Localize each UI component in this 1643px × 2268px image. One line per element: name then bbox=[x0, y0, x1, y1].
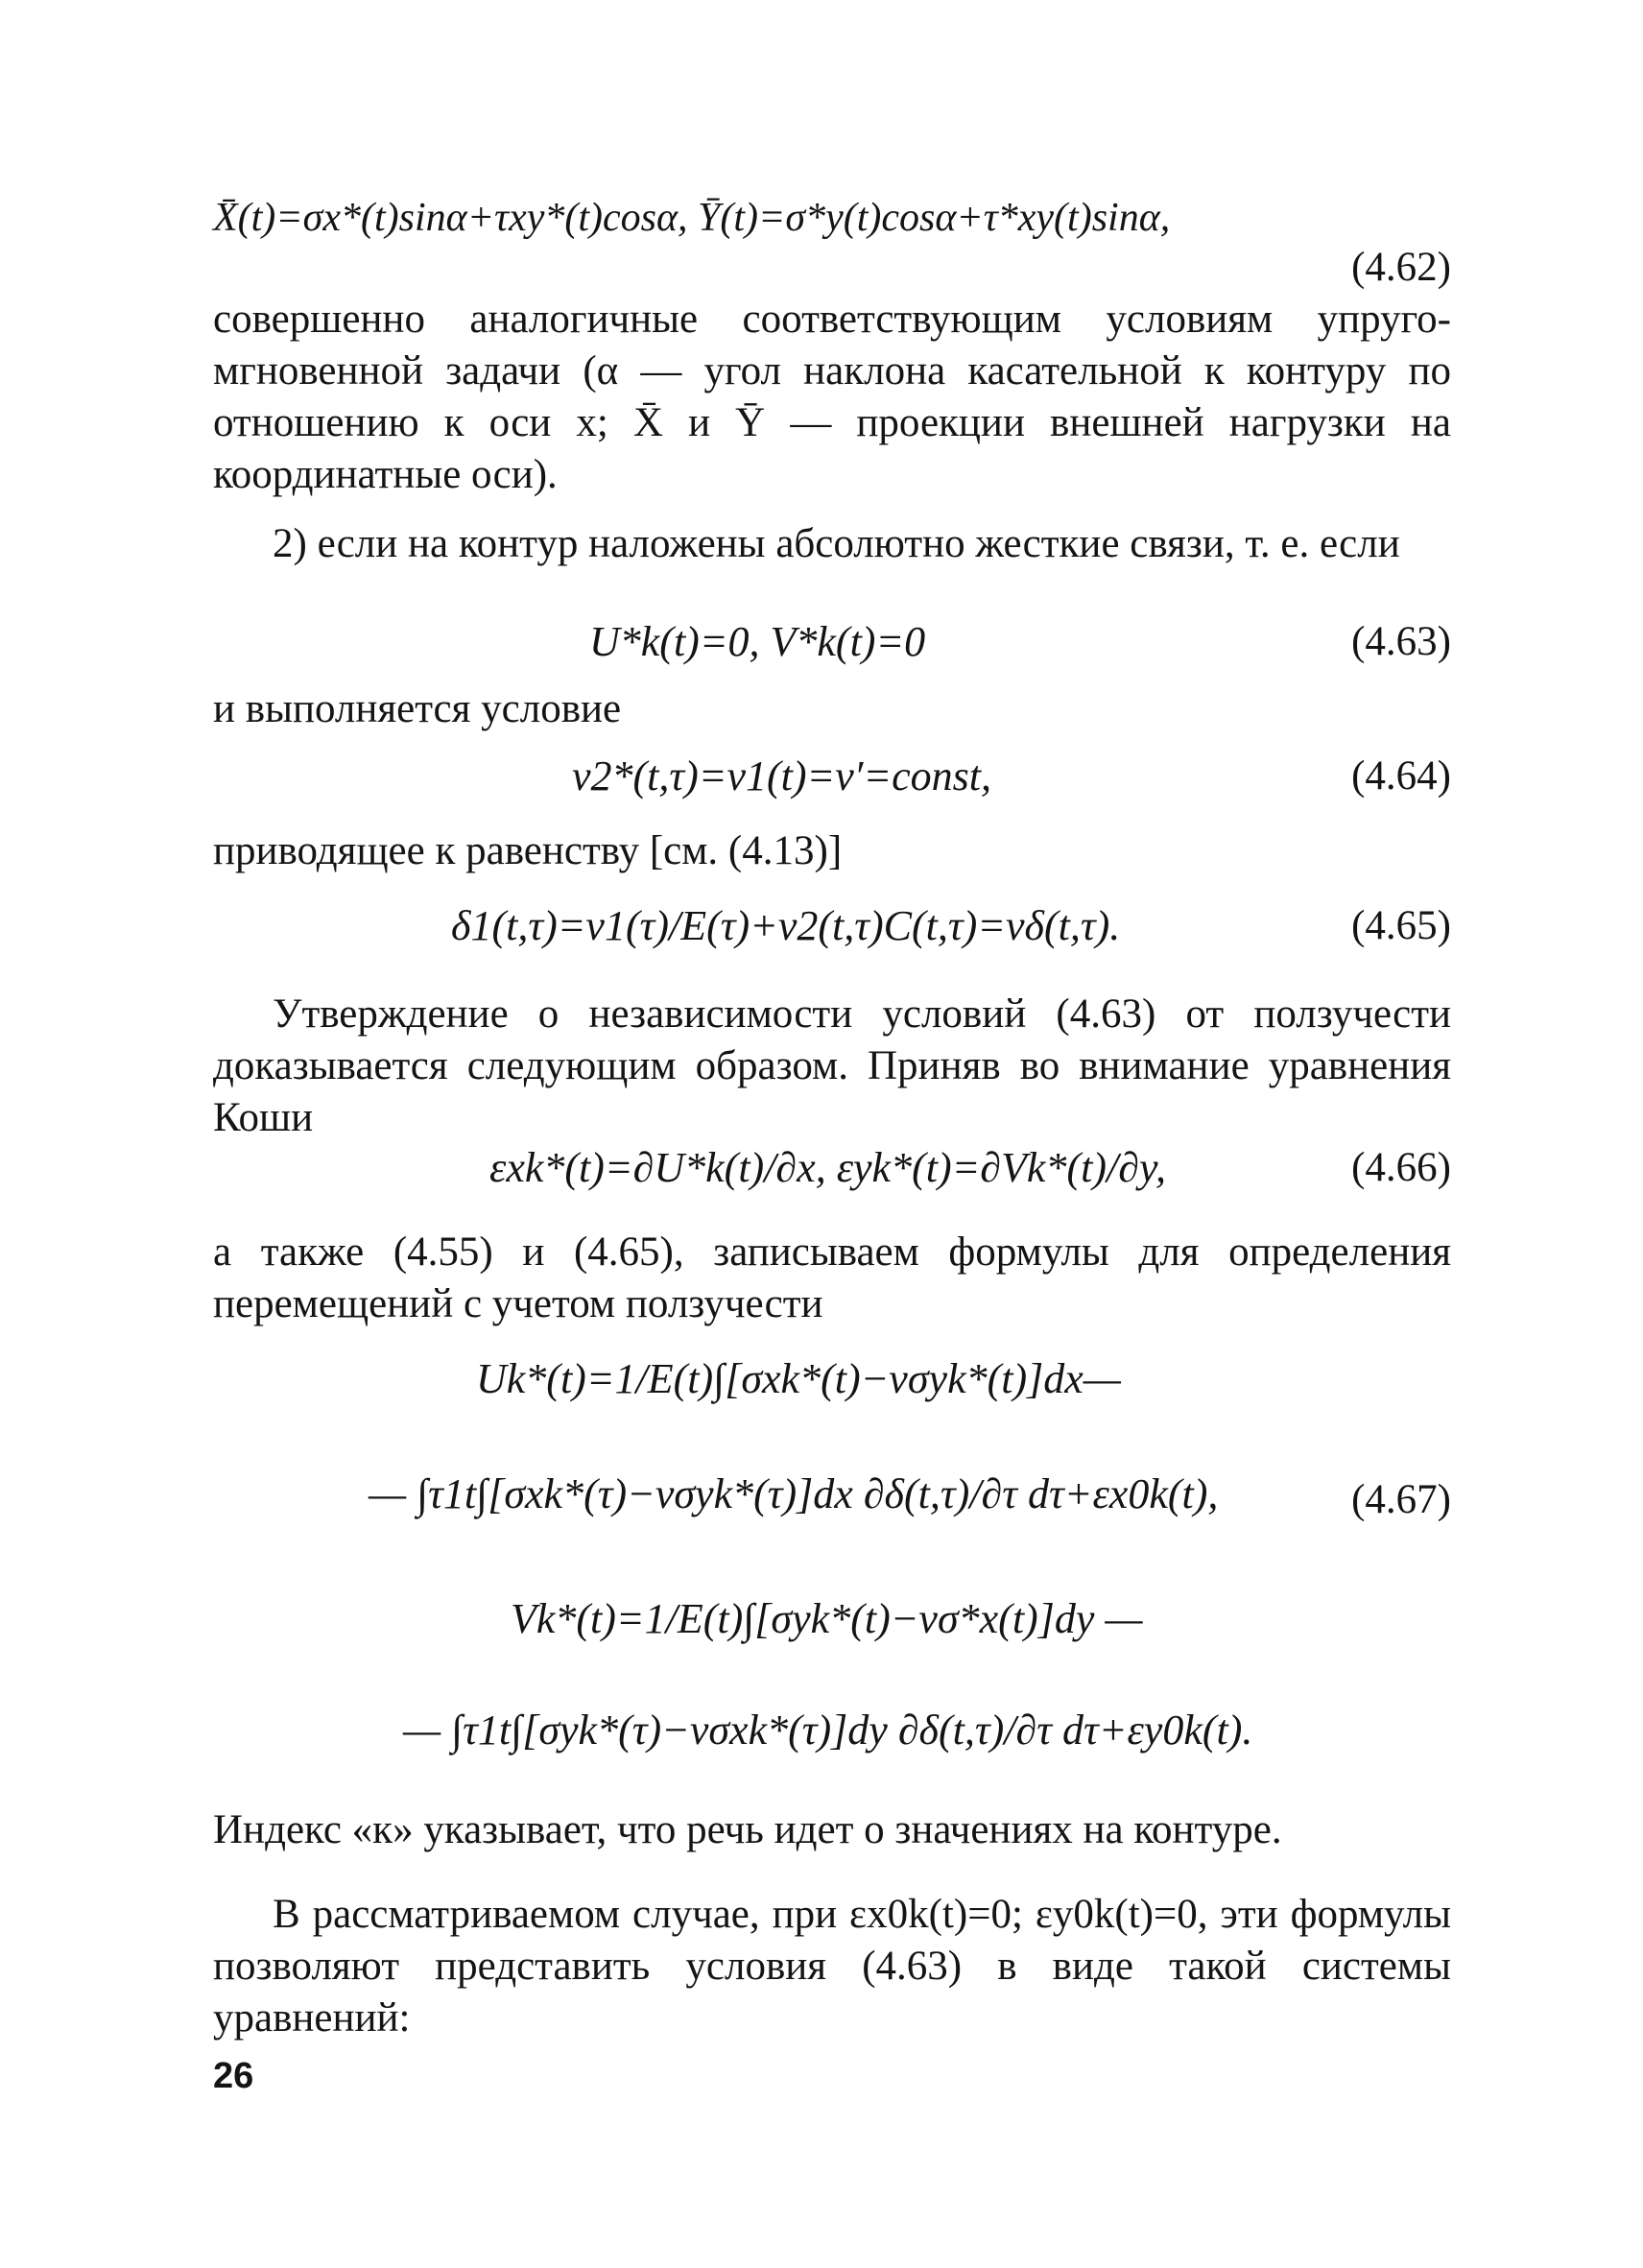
equation-4-66: εxk*(t)=∂U*k(t)/∂x, εyk*(t)=∂Vk*(t)/∂y, bbox=[489, 1144, 1167, 1191]
page-number: 26 bbox=[213, 2056, 254, 2096]
equation-number-4-64: (4.64) bbox=[1351, 753, 1451, 799]
paragraph-condition-intro: и выполняется условие bbox=[213, 686, 622, 731]
equation-number-4-65: (4.65) bbox=[1351, 903, 1451, 948]
equation-4-65: δ1(t,τ)=ν1(τ)/E(τ)+ν2(t,τ)C(t,τ)=νδ(t,τ). bbox=[451, 902, 1121, 949]
equation-4-62-text: X̄(t)=σx*(t)sinα+τxy*(t)cosα, Ȳ(t)=σ*y(t)cosα+τ*xy(t)sinα, bbox=[213, 196, 1171, 240]
equation-4-67-line-2: — ∫τ1t∫[σxk*(τ)−νσyk*(τ)]dx ∂δ(t,τ)/∂τ dτ+εx0k(t), bbox=[369, 1470, 1219, 1517]
paragraph-rigid-constraints: 2) если на контур наложены абсолютно жесткие связи, т. е. если bbox=[273, 521, 1400, 566]
equation-number-4-63: (4.63) bbox=[1351, 619, 1451, 664]
paragraph-contour-index: Индекс «к» указывает, что речь идет о значениях на контуре. bbox=[213, 1807, 1282, 1852]
equation-4-67-line-1: Uk*(t)=1/E(t)∫[σxk*(t)−νσyk*(t)]dx— bbox=[476, 1355, 1121, 1402]
equation-number-4-66: (4.66) bbox=[1351, 1145, 1451, 1190]
equation-4-67-line-3: Vk*(t)=1/E(t)∫[σyk*(t)−νσ*x(t)]dy — bbox=[511, 1595, 1143, 1642]
paragraph-displacement-formulas: а также (4.55) и (4.65), записываем формулы для определения перемещений с учетом ползучести bbox=[213, 1229, 1451, 1326]
equation-4-64: ν2*(t,τ)=ν1(t)=ν′=const, bbox=[572, 752, 991, 800]
paragraph-proof-intro: Утверждение о независимости условий (4.63) от ползучести доказывается следующим образом. Приняв во внимание уравнения Коши bbox=[213, 991, 1451, 1140]
equation-4-63: U*k(t)=0, V*k(t)=0 bbox=[589, 618, 926, 665]
paragraph-boundary-conditions: совершенно аналогичные соответствующим условиям упруго-мгновенной задачи (α — угол наклона касательной к контуру по отношению к оси x; X̄ и Ȳ — проекции внешней нагрузки на координатные оси). bbox=[213, 297, 1451, 497]
paragraph-system-of-equations: В рассматриваемом случае, при εx0k(t)=0; εy0k(t)=0, эти формулы позволяют представить условия (4.63) в виде такой системы уравнений: bbox=[213, 1892, 1451, 2041]
equation-4-62 bbox=[213, 192, 1170, 244]
paragraph-leading-to: приводящее к равенству [см. (4.13)] bbox=[213, 828, 843, 873]
equation-4-67-line-4: — ∫τ1t∫[σyk*(τ)−νσxk*(τ)]dy ∂δ(t,τ)/∂τ dτ+εy0k(t). bbox=[403, 1707, 1253, 1754]
equation-number-4-62: (4.62) bbox=[1351, 245, 1451, 290]
equation-number-4-67: (4.67) bbox=[1351, 1477, 1451, 1522]
